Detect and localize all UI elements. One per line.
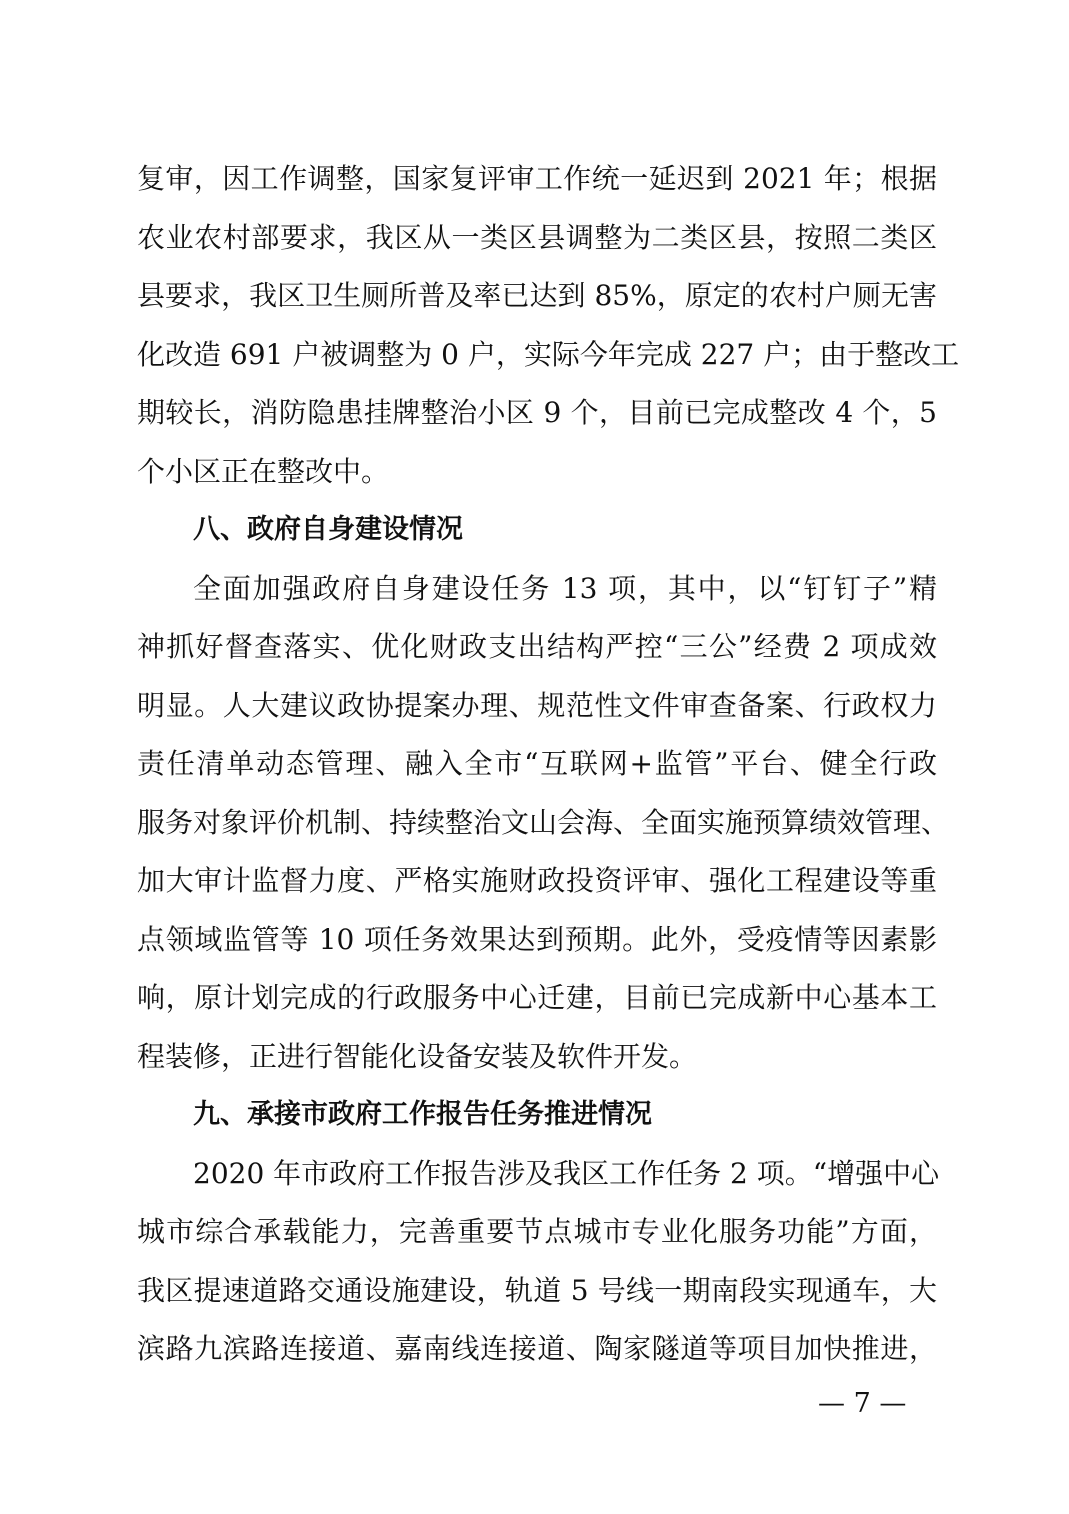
section-heading-eight: 八、政府自身建设情况 [193,514,463,545]
body-line: 神抓好督查落实、优化财政支出结构严控“三公”经费 2 项成效 [137,630,937,663]
body-line: 农业农村部要求，我区从一类区县调整为二类区县，按照二类区 [137,220,937,254]
body-line: 响，原计划完成的行政服务中心迁建，目前已完成新中心基本工 [137,981,937,1014]
body-line: 我区提速道路交通设施建设，轨道 5 号线一期南段实现通车，大 [137,1273,937,1307]
body-line: 县要求，我区卫生厕所普及率已达到 85%，原定的农村户厕无害 [137,279,937,312]
body-line: 滨路九滨路连接道、嘉南线连接道、陶家隧道等项目加快推进， [137,1332,937,1365]
body-line: 2020 年市政府工作报告涉及我区工作任务 2 项。“增强中心 [193,1156,940,1190]
body-line: 城市综合承载能力，完善重要节点城市专业化服务功能”方面， [137,1215,937,1248]
page-number: — 7 — [818,1388,907,1419]
body-line: 点领域监管等 10 项任务效果达到预期。此外，受疫情等因素影 [137,922,937,956]
body-line: 化改造 691 户被调整为 0 户，实际今年完成 227 户；由于整改工 [137,337,960,371]
body-line: 全面加强政府自身建设任务 13 项，其中，以“钉钉子”精 [193,571,937,605]
body-line: 程装修，正进行智能化设备安装及软件开发。 [137,1039,698,1073]
body-line: 复审，因工作调整，国家复评审工作统一延迟到 2021 年；根据 [137,162,937,195]
body-line: 明显。人大建议政协提案办理、规范性文件审查备案、行政权力 [137,688,937,722]
section-heading-nine: 九、承接市政府工作报告任务推进情况 [193,1099,652,1130]
body-line: 个小区正在整改中。 [137,454,390,488]
document-body [137,150,960,1379]
body-line: 责任清单动态管理、融入全市“互联网+监管”平台、健全行政 [137,747,937,780]
body-line: 期较长，消防隐患挂牌整治小区 9 个，目前已完成整改 4 个，5 [137,396,937,429]
body-line: 加大审计监督力度、严格实施财政投资评审、强化工程建设等重 [137,864,937,897]
body-line: 服务对象评价机制、持续整治文山会海、全面实施预算绩效管理、 [137,805,950,839]
